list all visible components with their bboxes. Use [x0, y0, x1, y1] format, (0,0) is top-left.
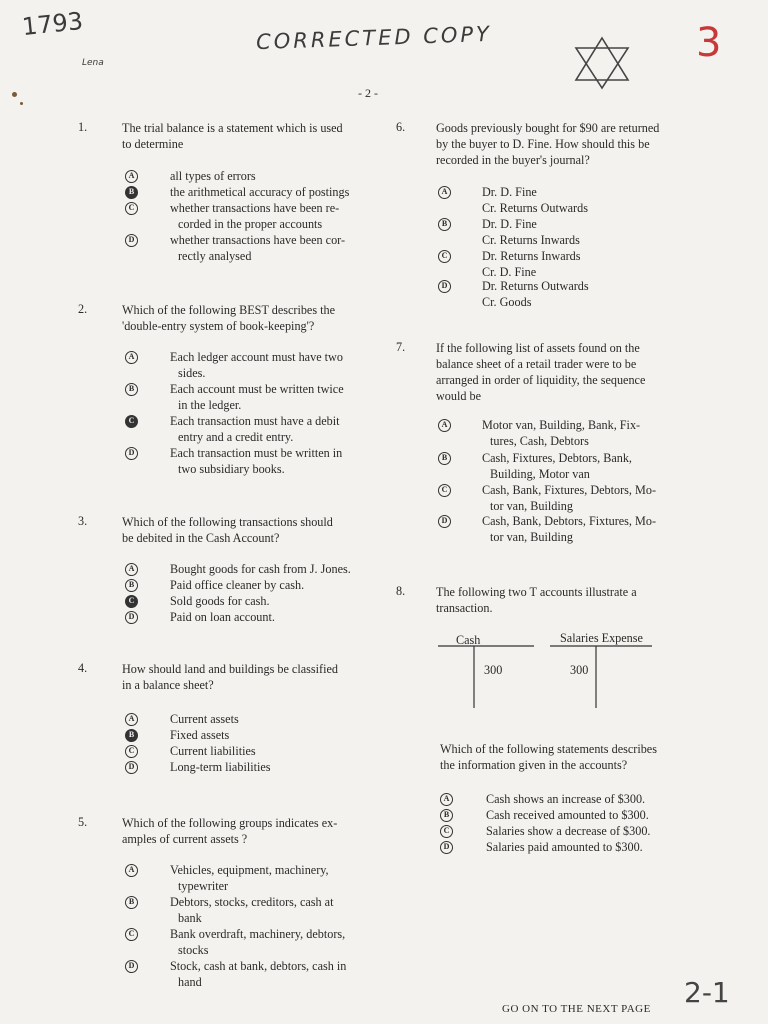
question-stem-line: The trial balance is a statement which is used — [122, 121, 343, 135]
t-account-salaries-value: 300 — [570, 663, 589, 677]
answer-bubble-b[interactable]: B — [125, 579, 138, 592]
answer-bubble-b[interactable]: B — [125, 729, 138, 742]
question-stem-line: in a balance sheet? — [122, 678, 214, 692]
option-text-line: Long-term liabilities — [170, 760, 271, 774]
option-text-line: Cr. Returns Inwards — [482, 233, 580, 247]
option-text-line: Salaries paid amounted to $300. — [486, 840, 643, 854]
answer-bubble-c[interactable]: C — [125, 928, 138, 941]
answer-bubble-b[interactable]: B — [125, 186, 138, 199]
question-stem-line: Which of the following BEST describes the — [122, 303, 336, 317]
option-text-line: Stock, cash at bank, debtors, cash in — [170, 959, 347, 973]
option-text-line: Building, Motor van — [490, 467, 590, 481]
question-number: 2. — [78, 302, 88, 316]
option-text-line: Cash, Bank, Fixtures, Debtors, Mo- — [482, 483, 656, 497]
option-text-line: sides. — [178, 366, 206, 380]
answer-bubble-a[interactable]: A — [125, 563, 138, 576]
question-stem-line: arranged in order of liquidity, the sequence — [436, 373, 646, 387]
answer-bubble-d[interactable]: D — [125, 611, 138, 624]
option-text-line: whether transactions have been cor- — [170, 233, 346, 247]
option-text-line: Cr. Returns Outwards — [482, 201, 588, 215]
stain — [20, 102, 23, 105]
answer-bubble-a[interactable]: A — [440, 793, 453, 806]
answer-bubble-d[interactable]: D — [125, 960, 138, 973]
option-text-line: Paid on loan account. — [170, 610, 275, 624]
option-text-line: Sold goods for cash. — [170, 594, 270, 608]
question-number: 7. — [396, 340, 406, 354]
handwritten-red-number: 3 — [696, 20, 722, 66]
answer-bubble-a[interactable]: A — [125, 864, 138, 877]
t-account-cash-value: 300 — [484, 663, 503, 677]
question-stem-line: The following two T accounts illustrate a — [436, 585, 637, 599]
question-number: 3. — [78, 514, 88, 528]
option-text-line: Dr. Returns Inwards — [482, 249, 581, 263]
option-text-line: two subsidiary books. — [178, 462, 285, 476]
question-stem-line: Which of the following groups indicates ex- — [122, 816, 338, 830]
option-text-line: Each transaction must be written in — [170, 446, 343, 460]
stain — [12, 92, 17, 97]
option-text-line: Dr. Returns Outwards — [482, 279, 589, 293]
option-text-line: Cash, Bank, Debtors, Fixtures, Mo- — [482, 514, 656, 528]
option-text-line: Each ledger account must have two — [170, 350, 343, 364]
option-text-line: whether transactions have been re- — [170, 201, 340, 215]
question-stem-line: would be — [436, 389, 482, 403]
answer-bubble-b[interactable]: B — [438, 218, 451, 231]
star-of-david-doodle — [572, 34, 632, 92]
answer-bubble-c[interactable]: C — [440, 825, 453, 838]
answer-bubble-d[interactable]: D — [125, 234, 138, 247]
corner-handwritten-note: Lena — [82, 58, 104, 68]
answer-bubble-c[interactable]: C — [125, 415, 138, 428]
question-number: 5. — [78, 815, 88, 829]
option-text-line: rectly analysed — [178, 249, 252, 263]
option-text-line: hand — [178, 975, 202, 989]
question-stem-line: transaction. — [436, 601, 493, 615]
question-number: 8. — [396, 584, 406, 598]
option-text-line: Motor van, Building, Bank, Fix- — [482, 418, 641, 432]
option-text-line: Cash, Fixtures, Debtors, Bank, — [482, 451, 632, 465]
question-stem-line: the information given in the accounts? — [440, 758, 628, 772]
answer-bubble-d[interactable]: D — [125, 761, 138, 774]
option-text-line: Dr. D. Fine — [482, 185, 537, 199]
handwritten-bottom-note: 2-1 — [684, 976, 730, 1009]
option-text-line: Bank overdraft, machinery, debtors, — [170, 927, 346, 941]
question-number: 4. — [78, 661, 88, 675]
question-number: 6. — [396, 120, 406, 134]
corner-handwritten-number: 1793 — [20, 6, 85, 42]
option-text-line: entry and a credit entry. — [178, 430, 294, 444]
option-text-line: Vehicles, equipment, machinery, — [170, 863, 329, 877]
option-text-line: tor van, Building — [490, 499, 573, 513]
option-text-line: Salaries show a decrease of $300. — [486, 824, 651, 838]
option-text-line: the arithmetical accuracy of postings — [170, 185, 350, 199]
answer-bubble-b[interactable]: B — [125, 896, 138, 909]
question-stem-line: recorded in the buyer's journal? — [436, 153, 590, 167]
answer-bubble-a[interactable]: A — [125, 170, 138, 183]
answer-bubble-d[interactable]: D — [125, 447, 138, 460]
option-text-line: Cash shows an increase of $300. — [486, 792, 646, 806]
option-text-line: Cr. D. Fine — [482, 265, 537, 279]
option-text-line: all types of errors — [170, 169, 256, 183]
answer-bubble-c[interactable]: C — [438, 484, 451, 497]
option-text-line: Cash received amounted to $300. — [486, 808, 649, 822]
option-text-line: tor van, Building — [490, 530, 573, 544]
question-stem-line: be debited in the Cash Account? — [122, 531, 280, 545]
question-stem-line: by the buyer to D. Fine. How should this be — [436, 137, 650, 151]
question-stem-line: Which of the following statements describes — [440, 742, 657, 756]
page-number: - 2 - — [358, 86, 378, 100]
option-text-line: Dr. D. Fine — [482, 217, 537, 231]
answer-bubble-d[interactable]: D — [438, 515, 451, 528]
handwritten-title: CORRECTED COPY — [255, 21, 493, 55]
question-stem-line: How should land and buildings be classified — [122, 662, 338, 676]
question-stem-line: to determine — [122, 137, 184, 151]
question-stem-line: 'double-entry system of book-keeping'? — [122, 319, 315, 333]
option-text-line: typewriter — [178, 879, 229, 893]
t-account-salaries-title: Salaries Expense — [560, 631, 643, 645]
answer-bubble-d[interactable]: D — [440, 841, 453, 854]
answer-bubble-a[interactable]: A — [438, 419, 451, 432]
option-text-line: Cr. Goods — [482, 295, 532, 309]
answer-bubble-a[interactable]: A — [125, 713, 138, 726]
question-stem-line: If the following list of assets found on the — [436, 341, 640, 355]
t-account-cash-title: Cash — [456, 633, 481, 647]
option-text-line: stocks — [178, 943, 209, 957]
option-text-line: Current liabilities — [170, 744, 256, 758]
option-text-line: Each account must be written twice — [170, 382, 344, 396]
question-stem-line: amples of current assets ? — [122, 832, 248, 846]
go-on-footer: GO ON TO THE NEXT PAGE — [502, 1003, 651, 1015]
answer-bubble-c[interactable]: C — [125, 202, 138, 215]
answer-bubble-d[interactable]: D — [438, 280, 451, 293]
option-text-line: Current assets — [170, 712, 239, 726]
answer-bubble-a[interactable]: A — [125, 351, 138, 364]
question-stem-line: balance sheet of a retail trader were to be — [436, 357, 637, 371]
option-text-line: tures, Cash, Debtors — [490, 434, 589, 448]
option-text-line: in the ledger. — [178, 398, 242, 412]
answer-bubble-c[interactable]: C — [125, 745, 138, 758]
question-number: 1. — [78, 120, 88, 134]
option-text-line: corded in the proper accounts — [178, 217, 323, 231]
option-text-line: Fixed assets — [170, 728, 230, 742]
option-text-line: Paid office cleaner by cash. — [170, 578, 305, 592]
answer-bubble-a[interactable]: A — [438, 186, 451, 199]
answer-bubble-b[interactable]: B — [125, 383, 138, 396]
option-text-line: Bought goods for cash from J. Jones. — [170, 562, 351, 576]
answer-bubble-c[interactable]: C — [438, 250, 451, 263]
answer-bubble-c[interactable]: C — [125, 595, 138, 608]
option-text-line: bank — [178, 911, 202, 925]
question-stem-line: Which of the following transactions should — [122, 515, 333, 529]
answer-bubble-b[interactable]: B — [438, 452, 451, 465]
question-stem-line: Goods previously bought for $90 are returned — [436, 121, 660, 135]
answer-bubble-b[interactable]: B — [440, 809, 453, 822]
option-text-line: Each transaction must have a debit — [170, 414, 340, 428]
option-text-line: Debtors, stocks, creditors, cash at — [170, 895, 334, 909]
